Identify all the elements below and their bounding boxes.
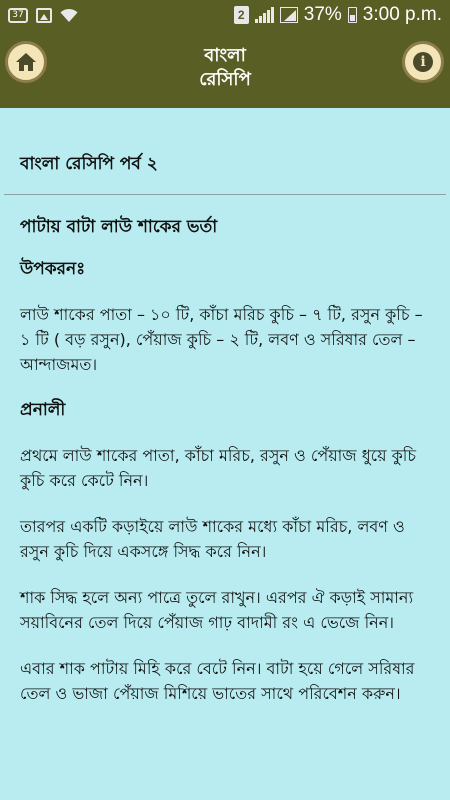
ingredients-text: লাউ শাকের পাতা – ১০ টি, কাঁচা মরিচ কুচি – ৭ টি, রসুন কুচি – ১ টি ( বড় রসুন), পেঁয়াজ কুচি – ২ টি, লবণ ও সরিষার তেল – আন্দাজমত। [20,305,423,374]
app-title-line1: বাংলা [204,45,246,66]
app-header [0,30,450,108]
battery-icon [348,7,357,23]
recipe-content[interactable] [0,108,450,800]
method-heading: প্রনালী [20,400,66,420]
info-button[interactable] [402,41,444,83]
signal-strength-icon [280,7,298,23]
step-3: শাক সিদ্ধ হলে অন্য পাত্রে তুলে রাখুন। এরপর ঐ কড়াই সামান্য সয়াবিনের তেল দিয়ে পেঁয়াজ গাঢ় বাদামী রং এ ভেজে নিন। [20,588,414,632]
sim-indicator: 2 [234,6,249,24]
gallery-notification-icon [36,8,52,23]
app-title [0,44,450,92]
step-1: প্রথমে লাউ শাকের পাতা, কাঁচা মরিচ, রসুন ও পেঁয়াজ ধুয়ে কুচি কুচি করে কেটে নিন। [20,446,417,490]
status-bar [0,0,450,30]
cell-signal-icon [255,7,274,23]
info-icon: i [413,52,433,72]
page-title: বাংলা রেসিপি পর্ব ২ [20,154,158,174]
app-title-line2: রেসিপি [199,69,251,90]
divider [4,194,446,195]
step-2: তারপর একটি কড়াইয়ে লাউ শাকের মধ্যে কাঁচা মরিচ, লবণ ও রসুন কুচি দিয়ে একসঙ্গে সিদ্ধ করে নিন। [20,517,405,561]
wifi-icon [60,8,78,23]
clock: 3:00 p.m. [362,4,442,25]
ingredients-heading: উপকরনঃ [20,259,86,279]
battery-percent: 37% [303,4,342,25]
recipe-name: পাটায় বাটা লাউ শাকের ভর্তা [20,217,218,237]
step-4: এবার শাক পাটায় মিহি করে বেটে নিন। বাটা হয়ে গেলে সরিষার তেল ও ভাজা পেঁয়াজ মিশিয়ে ভাতের সাথে পরিবেশন করুন। [20,659,415,703]
notification-count-icon: 37 [8,8,28,23]
